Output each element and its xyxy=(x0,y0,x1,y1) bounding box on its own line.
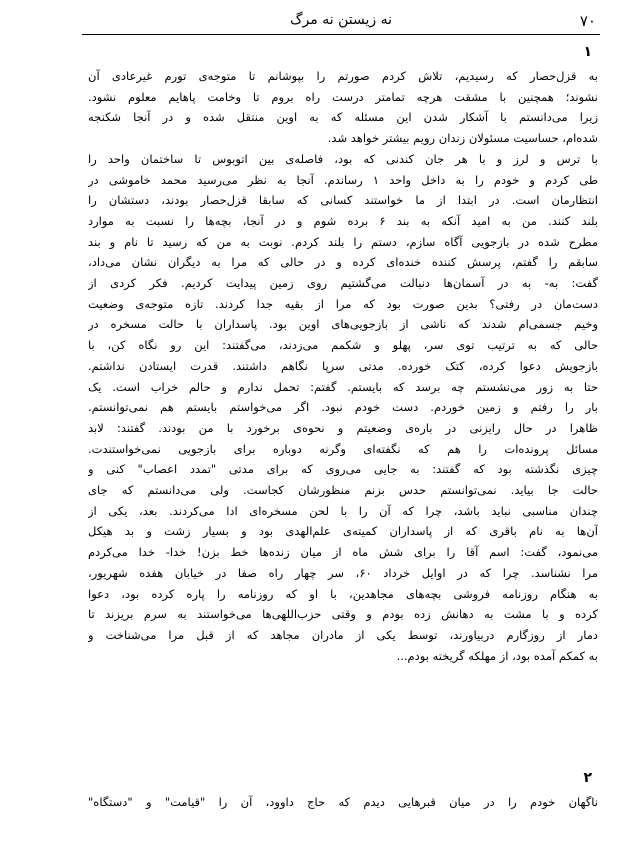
text-line: ناگهان خودم را در میان قبرهایی دیدم که حاج داوود، آن را "قیامت" و "دستگاه" xyxy=(88,795,598,809)
text-line: ظاهرا در حال رایزنی در باره‌ی وضعیتم و نحوه‌ی برخورد با من بودند. گفتند: لابد xyxy=(88,420,598,435)
text-line: شده‌ام، حساسیت مسئولان زندان رویم بیشتر خواهد شد. xyxy=(327,131,598,146)
section-number-1: ۱ xyxy=(583,44,592,60)
section-2-text xyxy=(88,792,598,813)
text-line: نشوند؛ همچنین با مشقت هرچه تمامتر درست راه بروم تا وخامت پاهایم معلوم نشود. xyxy=(88,89,598,104)
text-line: دمار از روزگارم دربیاورند، توسط یکی از مادران مجاهد که از قبل مرا می‌شناخت و xyxy=(88,627,598,642)
text-line: زیرا می‌دانستم با آشکار شدن این مسئله که به اوین منتقل شده و در آنجا شکنجه xyxy=(88,110,598,125)
text-line: مسائل پرونده‌ات را هم که نگفته‌ای وگرنه دوباره برای بازجویی نمی‌خواستندت. xyxy=(88,441,598,456)
text-line: مطرح شده در بازجویی آگاه سازم، دستم را بلند کردم. نوبت به من که رسید تا نام و بند xyxy=(88,234,598,249)
text-line: می‌نمود، گفت: اسم آقا را برای شش ماه از میان زنده‌ها خط بزن! خدا- خدا می‌کردم xyxy=(88,545,598,560)
text-line: کرده و با مشت به دهانش زده بودم و وقتی حزب‌اللهی‌ها می‌خواستند به سرم بریزند تا xyxy=(88,607,598,622)
text-line: گفت: به- به در آسمان‌ها دنبالت می‌گشتیم روی زمین پیدایت کردیم. فکر کردی از xyxy=(88,276,598,291)
text-line: مرا نشناسد. چرا که در اوایل خرداد ۶۰، سر چهار راه صفا در خیابان هفده شهریور، xyxy=(88,565,598,580)
text-line: به کمکم آمده بود، از مهلکه گریخته بودم... xyxy=(396,648,598,663)
text-line: بلند کنند. من به امید آنکه به بند ۶ برده شوم و در آنجا، بچه‌ها را نسبت به موارد xyxy=(88,213,598,228)
section-number-2: ۲ xyxy=(583,770,592,786)
text-line: چیزی نگذشته بود که گفتند: به جایی می‌روی که برای مدتی "تمدد اعصاب" کنی و xyxy=(88,462,598,477)
text-line: با ترس و لرز و با هر جان کندنی که بود، فاصله‌ی بین اتوبوس تا ساختمان واحد را xyxy=(88,151,598,166)
text-line: آن‌ها به نام باقری که از پاسداران کمیته‌ی علم‌الهدی بود و بسیار زشت و بد هیکل xyxy=(88,524,598,539)
text-line: حتا به زور می‌نشستم چه برسد که بایستم. گفتم: تحمل ندارم و حالم خراب است. یک xyxy=(88,379,598,394)
text-line: انتظارمان است. در ابتدا از ما خواستند کسانی که سابقا قزل‌حصار بودند، دستشان را xyxy=(88,193,598,208)
text-line: به هنگام روزنامه فروشی بچه‌های مجاهدین، با او که روزنامه را پاره کرده بود، دعوا xyxy=(88,586,598,601)
text-line: طی کردم و خودم را به داخل واحد ۱ رساندم. آنجا به نظر می‌رسید محمد خاموشی در xyxy=(88,172,598,187)
page-number: ۷۰ xyxy=(579,12,596,30)
text-line: بار را رفتم و زمین خوردم. دست خودم نبود. اگر می‌خواستم بایستم هم نمی‌توانستم. xyxy=(88,400,598,415)
page-header xyxy=(82,10,600,35)
text-line: دست‌مان در رفتی؟ بدین صورت بود که مرا از بقیه جدا کردند. تازه متوجه‌ی وضعیت xyxy=(88,296,598,311)
text-line: بازجویش دعوا کرده، کتک خورده. مدتی سرپا نگاهم داشتند. قدرت ایستادن نداشتم. xyxy=(88,358,598,373)
text-line: حالی که به ترتیب توی سر، پهلو و شکمم می‌زدند، می‌گفتند: این رو نگاه کن، با xyxy=(88,338,598,353)
book-title: نه زیستن نه مرگ xyxy=(290,12,392,28)
text-line: حالت جا بیاید. نمی‌توانستم حدس بزنم منظورشان کجاست. ولی می‌دانستم که جای xyxy=(88,483,598,498)
text-line: سابقم را گفتم، پرسش کننده خنده‌ای کرده و در حالی که مرا به دیگران نشان می‌داد، xyxy=(88,255,598,270)
text-line: وخیم جسمی‌ام شدند که ناشی از بازجویی‌های اوین بود. پاسداران با حالت مسخره در xyxy=(88,317,598,332)
section-1-text xyxy=(88,66,598,666)
text-line: چندان مناسبی نباید باشد، چرا که آن را با لحن مسخره‌ای ادا می‌کردند. بعد، یکی از xyxy=(88,503,598,518)
text-line: به قزل‌حصار که رسیدیم، تلاش کردم صورتم را بپوشانم تا متوجه‌ی تورم غیرعادی آن xyxy=(88,69,598,83)
